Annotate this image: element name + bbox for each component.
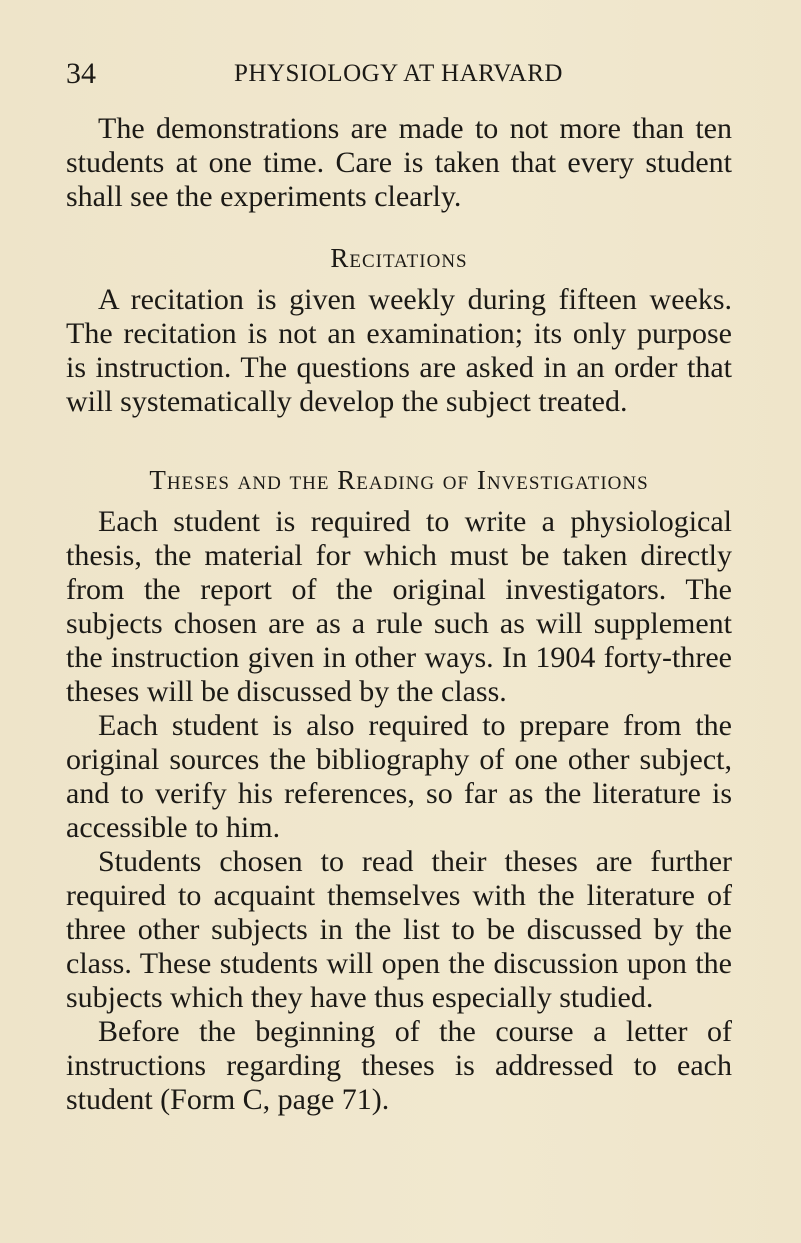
recitations-paragraph: A recitation is given weekly during fifteen weeks. The recitation is not an examination; its only purpose is instruction. The questions are asked in an order that will systematically develop the subject treated. xyxy=(66,283,732,418)
intro-paragraph: The demonstrations are made to not more than ten students at one time. Care is taken that every student shall see the experiments clearly. xyxy=(66,112,732,213)
page-header xyxy=(66,54,735,94)
page-content xyxy=(66,112,732,1117)
theses-paragraph-3: Students chosen to read their theses are further required to acquaint themselves with the literature of three other subjects in the list to be discussed by the class. These students will open the discussion upon the subjects which they have thus especially studied. xyxy=(66,845,732,1014)
section-heading-recitations: Recitations xyxy=(330,243,468,273)
theses-paragraph-4: Before the beginning of the course a letter of instructions regarding theses is addressed to each student (Form C, page 71). xyxy=(66,1015,732,1116)
theses-paragraph-1: Each student is required to write a physiological thesis, the material for which must be taken directly from the report of the original investigators. The subjects chosen are as a rule such as will supplement the instruction given in other ways. In 1904 forty-three theses will be discussed by the class. xyxy=(66,505,732,708)
section-heading-theses: Theses and the Reading of Investigations xyxy=(149,465,649,495)
theses-paragraph-2: Each student is also required to prepare from the original sources the bibliography of one other subject, and to verify his references, so far as the literature is accessible to him. xyxy=(66,709,732,844)
page-number: 34 xyxy=(66,57,96,90)
running-head: PHYSIOLOGY AT HARVARD xyxy=(234,60,563,87)
